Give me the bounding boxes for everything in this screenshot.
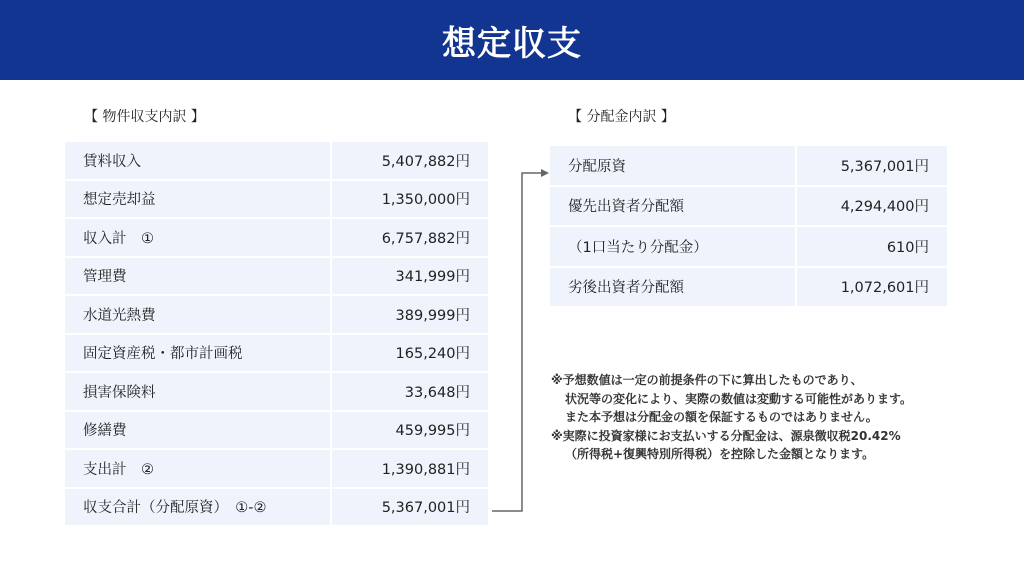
note-line: （所得税+復興特別所得税）を控除した金額となります。: [565, 447, 875, 461]
row-value: 389,999円: [332, 296, 488, 333]
row-label: 支出計 ②: [65, 450, 330, 487]
row-value: 6,757,882円: [332, 219, 488, 256]
row-label: 賃料収入: [65, 142, 330, 179]
row-label: 想定売却益: [65, 181, 330, 218]
row-value: 1,350,000円: [332, 181, 488, 218]
row-value: 5,367,001円: [797, 146, 947, 185]
row-label: 修繕費: [65, 412, 330, 449]
row-value: 610円: [797, 227, 947, 266]
row-value: 1,072,601円: [797, 268, 947, 307]
row-value: 4,294,400円: [797, 187, 947, 226]
row-label: （1口当たり分配金）: [550, 227, 795, 266]
row-label: 固定資産税・都市計画税: [65, 335, 330, 372]
row-label: 収支合計（分配原資） ①-②: [65, 489, 330, 526]
row-value: 459,995円: [332, 412, 488, 449]
notes-block: [551, 371, 912, 464]
row-label: 収入計 ①: [65, 219, 330, 256]
row-label: 損害保険料: [65, 373, 330, 410]
note-line: 状況等の変化により、実際の数値は変動する可能性があります。: [565, 391, 913, 406]
row-label: 劣後出資者分配額: [550, 268, 795, 307]
row-value: 33,648円: [332, 373, 488, 410]
row-label: 水道光熱費: [65, 296, 330, 333]
row-value: 165,240円: [332, 335, 488, 372]
page-title: 想定収支: [442, 23, 582, 64]
row-label: 優先出資者分配額: [550, 187, 795, 226]
note-line: また本予想は分配金の額を保証するものではありません。: [565, 410, 878, 424]
note-line: ※予想数値は一定の前提条件の下に算出したものであり、: [551, 373, 863, 387]
income-section-title: 【 物件収支内訳 】: [84, 109, 205, 125]
row-label: 分配原資: [550, 146, 795, 185]
note-line: ※実際に投資家様にお支払いする分配金は、源泉徴収税20.42%: [551, 428, 901, 443]
row-value: 5,367,001円: [332, 489, 488, 526]
row-value: 5,407,882円: [332, 142, 488, 179]
row-label: 管理費: [65, 258, 330, 295]
distribution-section-title: 【 分配金内訳 】: [568, 109, 675, 125]
row-value: 1,390,881円: [332, 450, 488, 487]
row-value: 341,999円: [332, 258, 488, 295]
